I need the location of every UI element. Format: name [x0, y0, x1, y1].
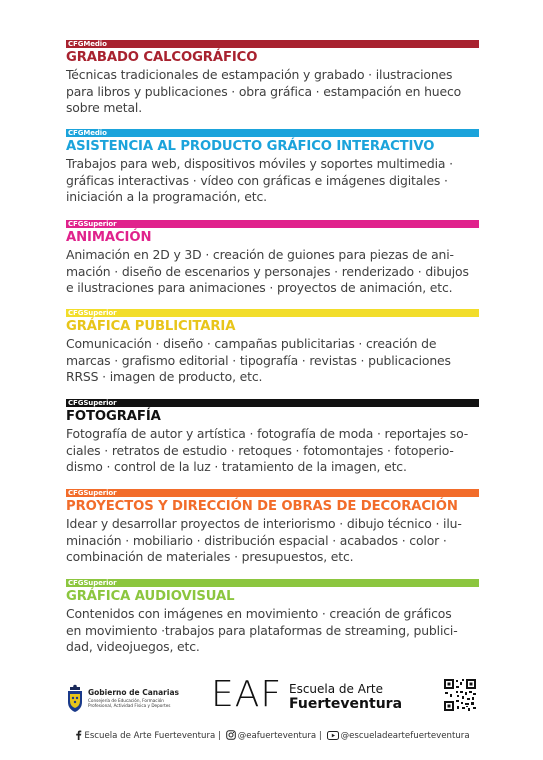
description-line: mación · diseño de escenarios y personajes · renderizado · dibujos	[66, 263, 469, 279]
badge-bar	[66, 220, 479, 228]
description-line: e ilustraciones para animaciones · proyectos de animación, etc.	[66, 280, 453, 296]
description-line: Idear y desarrollar proyectos de interiorismo · dibujo técnico · ilu-	[66, 516, 462, 531]
description-line: en movimiento ·trabajos para plataformas de streaming, publici-	[66, 622, 458, 638]
section-title: GRÁFICA AUDIOVISUAL	[66, 589, 235, 604]
badge-label: CFGMedio	[68, 40, 107, 48]
section-grabado	[66, 40, 479, 117]
section-proyectos	[66, 489, 479, 566]
gobierno-subtitle: Consejería de Educación, Formación Profesional, Actividad Física y Deportes	[88, 698, 171, 708]
section-description	[66, 336, 479, 386]
section-title: PROYECTOS Y DIRECCIÓN DE OBRAS DE DECORACIÓN	[66, 499, 458, 514]
section-description	[66, 606, 479, 656]
description-line: dad, videojuegos, etc.	[66, 639, 200, 655]
description-line: RRSS · imagen de producto, etc.	[66, 369, 263, 385]
section-animacion	[66, 220, 479, 297]
section-grafica-publicitaria	[66, 309, 479, 386]
section-title: GRABADO CALCOGRÁFICO	[66, 50, 258, 65]
description-line: gráficas interactivas · vídeo con gráficas e imágenes digitales ·	[66, 172, 448, 188]
description-line: Trabajos para web, dispositivos móviles y soportes multimedia ·	[66, 156, 453, 171]
footer-logos	[0, 676, 543, 720]
description-line: dismo · control de la luz · tratamiento de la imagen, etc.	[66, 459, 407, 475]
eaf-school-name: Escuela de Arte	[289, 682, 383, 696]
description-line: Comunicación · diseño · campañas publicitarias · creación de	[66, 336, 437, 351]
gobierno-canarias-logo	[66, 680, 186, 720]
description-line: combinación de materiales · presupuestos, etc.	[66, 549, 354, 565]
badge-label: CFGMedio	[68, 129, 107, 137]
badge-label: CFGSuperior	[68, 489, 117, 497]
badge-label: CFGSuperior	[68, 309, 117, 317]
badge-label: CFGSuperior	[68, 220, 117, 228]
section-description	[66, 426, 479, 476]
eaf-city-name: Fuerteventura	[289, 696, 403, 712]
section-description	[66, 156, 479, 206]
badge-bar	[66, 399, 479, 407]
section-grafica-audiovisual	[66, 579, 479, 656]
badge-bar	[66, 40, 479, 48]
coat-of-arms-icon	[66, 684, 84, 714]
description-line: sobre metal.	[66, 100, 143, 116]
badge-bar	[66, 129, 479, 137]
section-asistencia	[66, 129, 479, 206]
badge-label: CFGSuperior	[68, 579, 117, 587]
facebook-icon[interactable]	[75, 730, 82, 740]
youtube-handle[interactable]: @escueladeartefuerteventura	[340, 731, 470, 741]
badge-bar	[66, 489, 479, 497]
youtube-icon[interactable]	[327, 731, 339, 740]
eaf-letters: EAF	[211, 674, 283, 715]
description-line: iniciación a la programación, etc.	[66, 189, 267, 205]
separator: |	[318, 731, 322, 741]
description-line: para libros y publicaciones · obra gráfica · estampación en hueco	[66, 83, 462, 99]
social-links	[0, 730, 543, 741]
section-title: FOTOGRAFÍA	[66, 409, 161, 424]
description-line: Contenidos con imágenes en movimiento · creación de gráficos	[66, 606, 452, 621]
gobierno-name: Gobierno de Canarias	[88, 688, 179, 697]
description-line: marcas · grafismo editorial · tipografía · revistas · publicaciones	[66, 352, 451, 368]
description-line: minación · mobiliario · distribución espacial · acabados · color ·	[66, 532, 447, 548]
qr-code-icon[interactable]	[443, 678, 477, 712]
description-line: ciales · retratos de estudio · retoques · fotomontajes · fotoperio-	[66, 442, 454, 458]
facebook-handle[interactable]: Escuela de Arte Fuerteventura	[84, 731, 216, 741]
section-description	[66, 67, 479, 117]
section-description	[66, 516, 479, 566]
section-title: ASISTENCIA AL PRODUCTO GRÁFICO INTERACTIVO	[66, 139, 435, 154]
badge-label: CFGSuperior	[68, 399, 117, 407]
section-fotografia	[66, 399, 479, 476]
section-description	[66, 247, 479, 297]
badge-bar	[66, 579, 479, 587]
instagram-icon[interactable]	[226, 730, 236, 740]
instagram-handle[interactable]: @eafuerteventura	[237, 731, 317, 741]
description-line: Animación en 2D y 3D · creación de guiones para piezas de ani-	[66, 247, 454, 262]
badge-bar	[66, 309, 479, 317]
separator: |	[217, 731, 221, 741]
description-line: Técnicas tradicionales de estampación y grabado · ilustraciones	[66, 67, 453, 82]
section-title: GRÁFICA PUBLICITARIA	[66, 319, 236, 334]
section-title: ANIMACIÓN	[66, 230, 152, 245]
description-line: Fotografía de autor y artística · fotografía de moda · reportajes so-	[66, 426, 469, 441]
